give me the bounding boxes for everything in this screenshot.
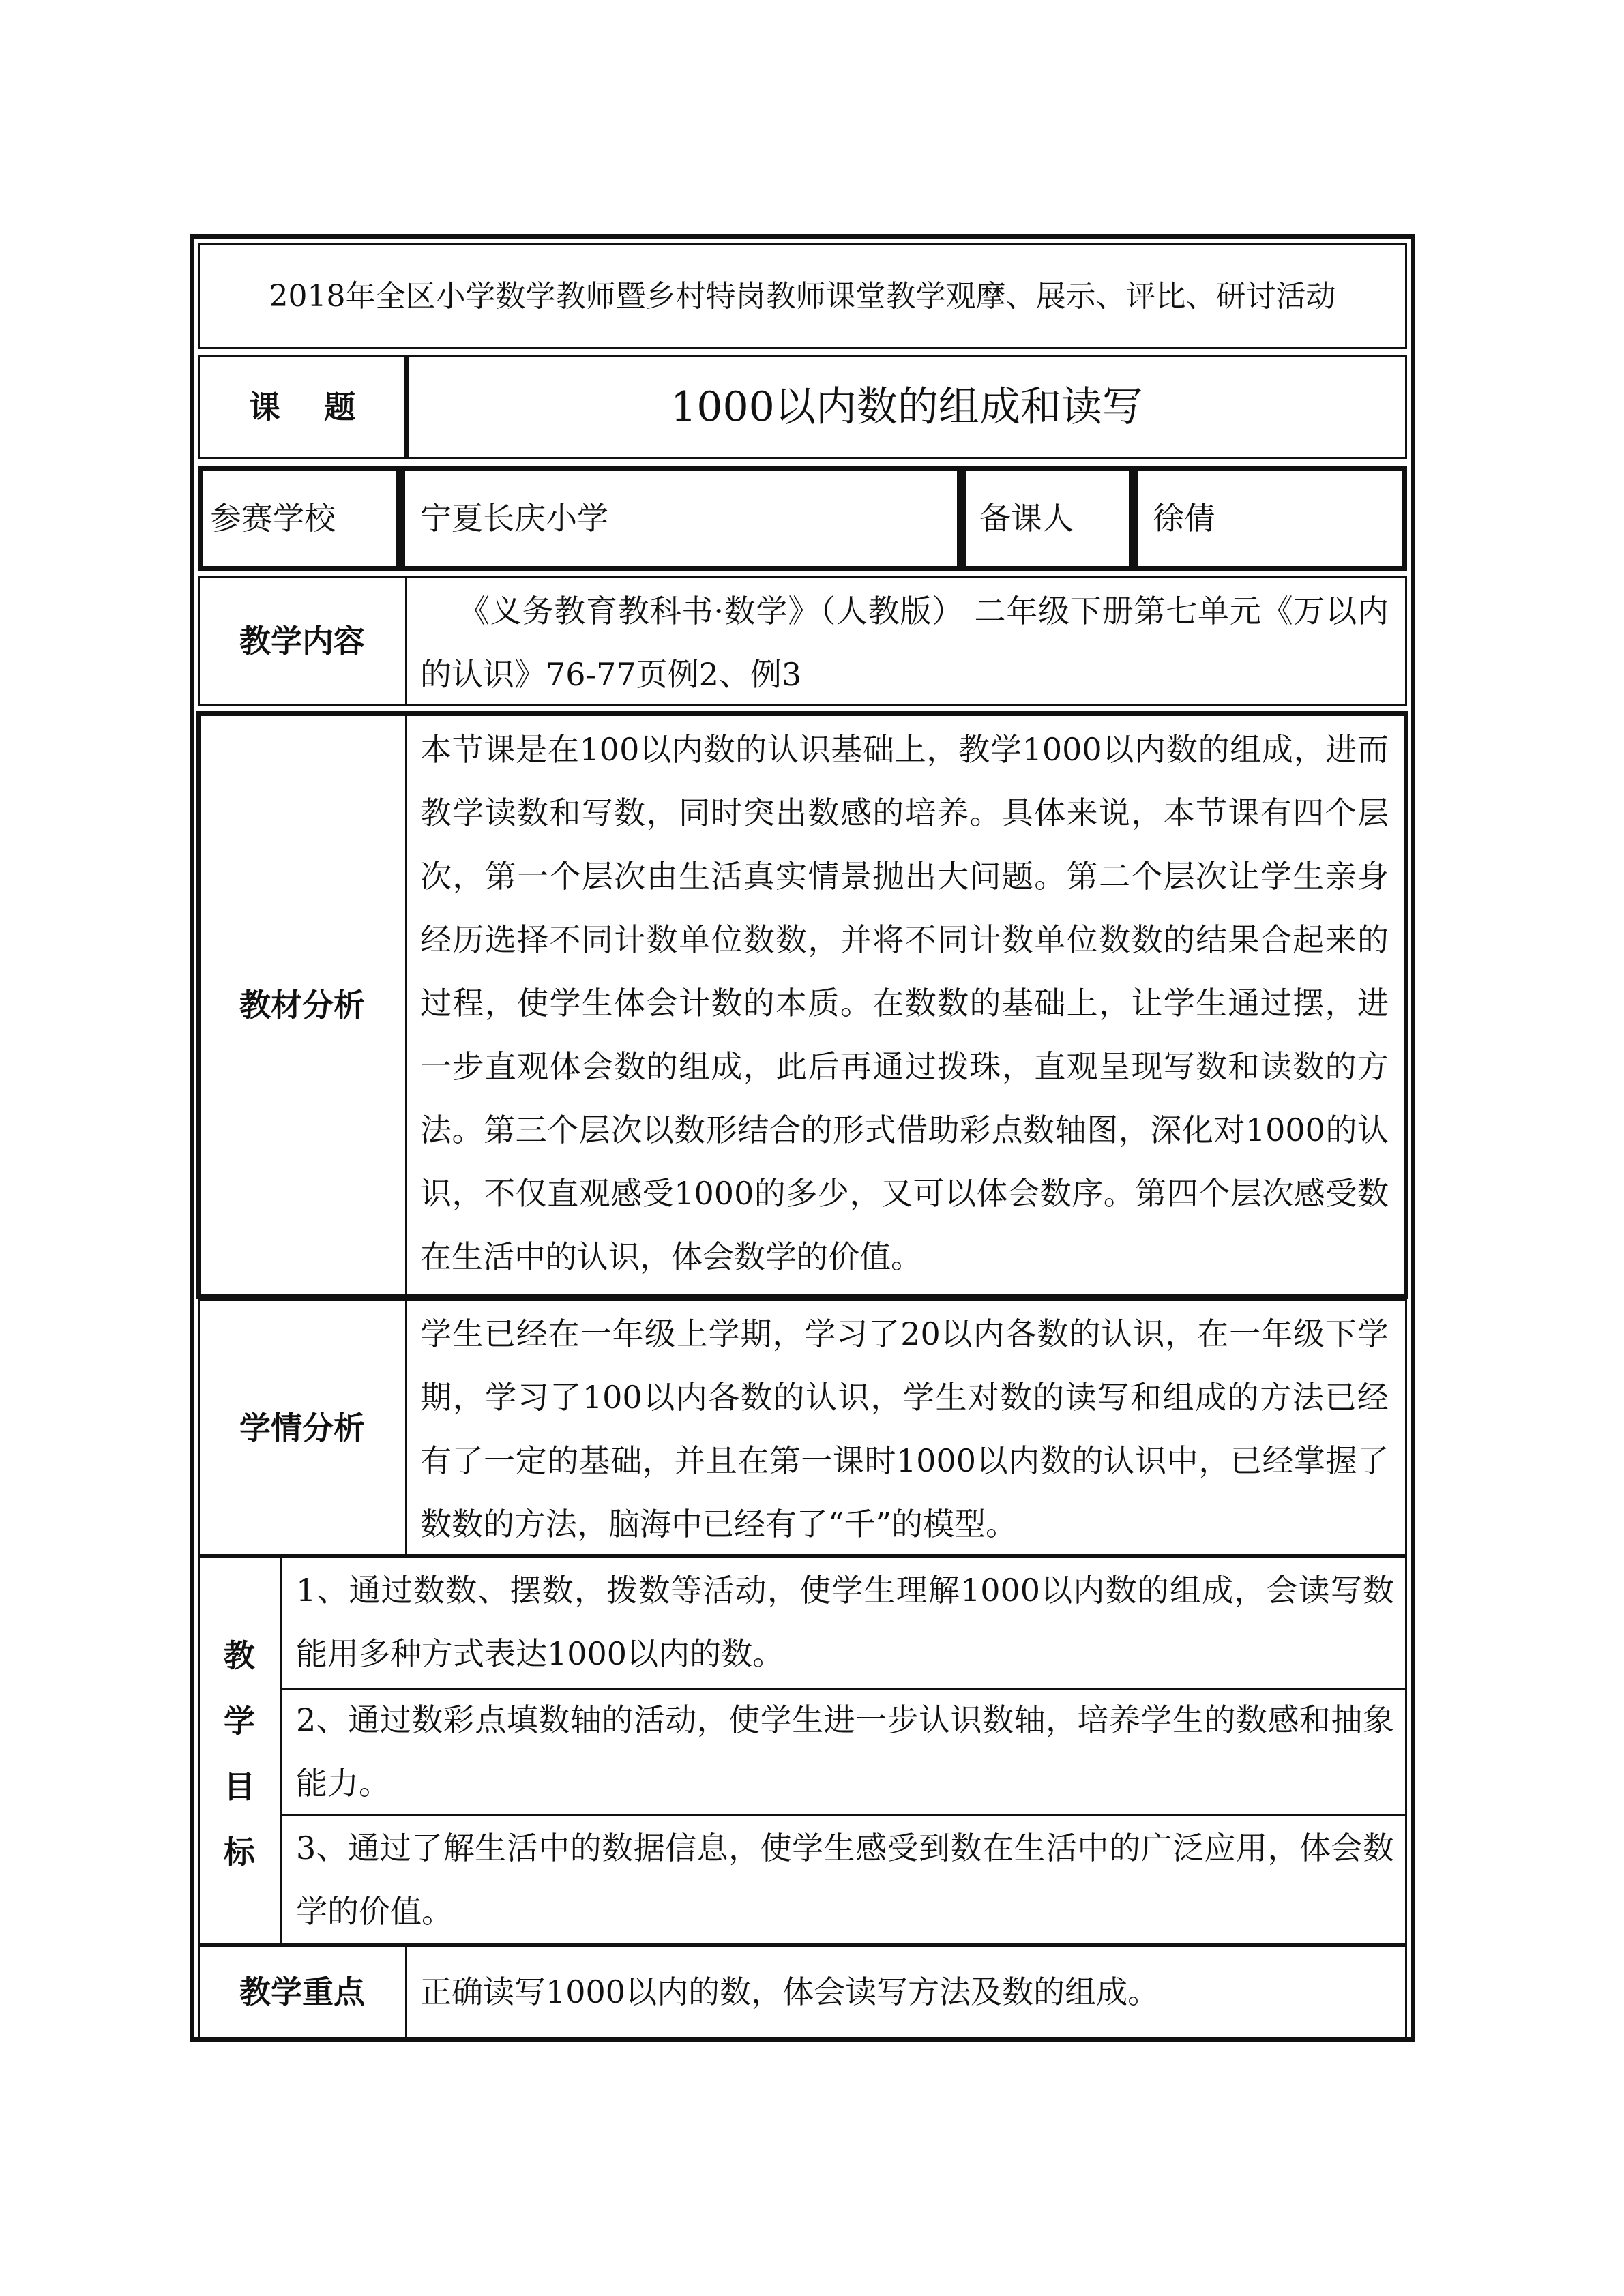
goals-label-char: 教	[224, 1637, 255, 1674]
focus-value: 正确读写1000以内的数，体会读写方法及数的组成。	[420, 1973, 1160, 2010]
school-label: 参赛学校	[210, 500, 336, 537]
preparer-label: 备课人	[979, 500, 1074, 537]
goal-item-3: 3、通过了解生活中的数据信息，使学生感受到数在生活中的广泛应用，体会数学的价值。	[296, 1830, 1394, 1930]
students-label: 学情分析	[239, 1409, 365, 1446]
lesson-title: 1000以内数的组成和读写	[670, 383, 1143, 431]
content-value: 《义务教育教科书·数学》（人教版） 二年级下册第七单元《万以内的认识》76-77页例2、例3	[420, 593, 1389, 693]
material-value: 本节课是在100以内数的认识基础上，教学1000以内数的组成，进而教学读数和写数，同时突出数感的培养。具体来说，本节课有四个层次，第一个层次由生活真实情景抛出大问题。第二个层次让学生亲身经历选择不同计数单位数数，并将不同计数单位数数的结果合起来的过程，使学生体会计数的本质。在数数的基础上，让学生通过摆，进一步直观体会数的组成，此后再通过拨珠，直观呈现写数和读数的方法。第三个层次以数形结合的形式借助彩点数轴图，深化对1000的认识，不仅直观感受1000的多少，又可以体会数序。第四个层次感受数在生活中的认识，体会数学的价值。	[420, 731, 1389, 1275]
focus-label: 教学重点	[239, 1973, 365, 2010]
goal-item-1: 1、通过数数、摆数，拨数等活动，使学生理解1000以内数的组成，会读写数能用多种方式表达1000以内的数。	[296, 1572, 1394, 1672]
topic-label: 课 题	[248, 388, 356, 426]
goal-item-2: 2、通过数彩点填数轴的活动，使学生进一步认识数轴，培养学生的数感和抽象能力。	[296, 1701, 1394, 1802]
material-label: 教材分析	[239, 987, 365, 1024]
school-value: 宁夏长庆小学	[420, 500, 608, 537]
event-title: 2018年全区小学数学教师暨乡村特岗教师课堂教学观摩、展示、评比、研讨活动	[269, 278, 1336, 314]
preparer-value: 徐倩	[1153, 500, 1215, 537]
goals-label-char: 目	[224, 1768, 255, 1805]
goals-label	[198, 1623, 281, 1885]
content-label: 教学内容	[239, 623, 365, 659]
goals-label-char: 学	[224, 1703, 255, 1740]
goals-label-char: 标	[224, 1834, 255, 1870]
students-value: 学生已经在一年级上学期，学习了20以内各数的认识，在一年级下学期，学习了100以内各数的认识，学生对数的读写和组成的方法已经有了一定的基础，并且在第一课时1000以内数的认识中，已经掌握了数数的方法，脑海中已经有了“千”的模型。	[420, 1315, 1389, 1542]
